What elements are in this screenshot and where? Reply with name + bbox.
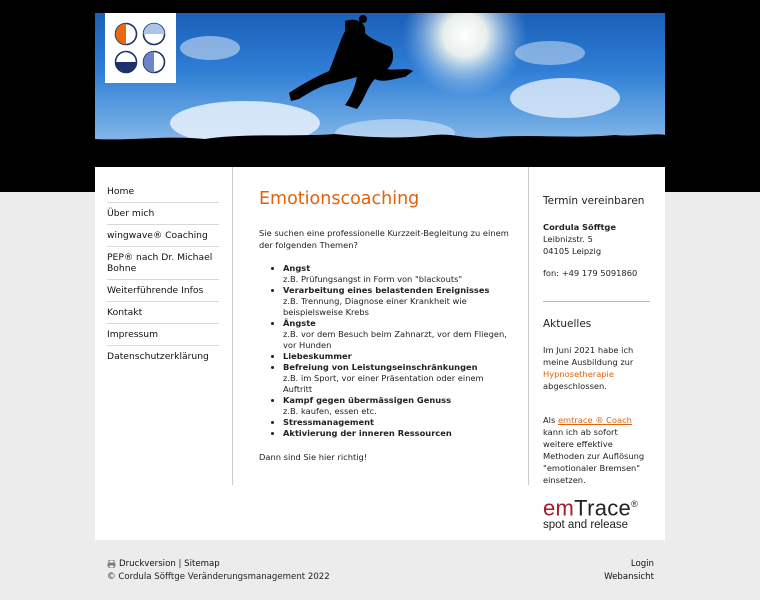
sidebar xyxy=(543,181,650,496)
list-item: • Liebeskummer xyxy=(283,351,509,362)
topic-list xyxy=(259,263,509,439)
footer-separator: | xyxy=(178,559,182,569)
nav-datenschutz[interactable]: Datenschutzerklärung xyxy=(107,351,209,362)
news-item-hypnose: Im Juni 2021 habe ich meine Ausbildung zur Hypnosetherapie abgeschlossen. xyxy=(543,345,634,391)
nav-impressum[interactable]: Impressum xyxy=(107,324,219,346)
nav-kontakt[interactable]: Kontakt xyxy=(107,302,219,324)
login-link[interactable]: Login xyxy=(630,559,654,569)
hypnosetherapie-link[interactable]: Hypnosetherapie xyxy=(543,369,614,379)
nav-wingwave-coaching[interactable]: wingwave® Coaching xyxy=(107,225,219,247)
sitemap-link[interactable]: Sitemap xyxy=(184,559,220,569)
appointment-heading: Termin vereinbaren xyxy=(543,195,645,207)
printer-icon xyxy=(107,560,116,568)
logo[interactable] xyxy=(105,13,176,83)
list-item: • Verarbeitung eines belastenden Ereignisses z.B. Trennung, Diagnose einer Krankheit wie beispielsweise Krebs xyxy=(283,285,509,318)
nav-home[interactable]: Home xyxy=(107,181,219,203)
header-image xyxy=(95,13,665,157)
footer-left xyxy=(107,558,330,583)
web-view-link[interactable]: Webansicht xyxy=(604,571,654,582)
contact-address: Cordula Söfftge Leibnizstr. 5 04105 Leipzig xyxy=(543,222,616,256)
main-navigation xyxy=(107,181,219,367)
copyright: © Cordula Söfftge Veränderungsmanagement 2022 xyxy=(107,571,330,582)
intro-text: Sie suchen eine professionelle Kurzzeit-Begleitung zu einem der folgenden Themen? xyxy=(259,228,509,250)
column-divider xyxy=(232,167,233,485)
news-heading: Aktuelles xyxy=(543,318,592,330)
list-item: • Kampf gegen übermässigen Genuss z.B. kaufen, essen etc. xyxy=(283,395,509,417)
list-item: • Ängste z.B. vor dem Besuch beim Zahnarzt, vor dem Fliegen, vor Hunden xyxy=(283,318,509,351)
closing-text: Dann sind Sie hier richtig! xyxy=(259,452,368,462)
nav-weiterfuehrende-infos[interactable]: Weiterführende Infos xyxy=(107,280,219,302)
nav-pep[interactable]: PEP® nach Dr. Michael Bohne xyxy=(107,247,219,280)
footer-right xyxy=(604,558,654,583)
sidebar-divider xyxy=(543,301,650,302)
column-divider xyxy=(528,167,529,485)
print-version-link[interactable]: Druckversion xyxy=(119,559,176,569)
page-title: Emotionscoaching xyxy=(259,189,420,209)
nav-ueber-mich[interactable]: Über mich xyxy=(107,203,219,225)
list-item: • Befreiung von Leistungseinschränkungen z.B. im Sport, vor einer Präsentation oder einem Auftritt xyxy=(283,362,509,395)
main-content xyxy=(259,181,509,475)
list-item: • Stressmanagement xyxy=(283,417,509,428)
list-item: • Angst z.B. Prüfungsangst in Form von "blackouts" xyxy=(283,263,509,285)
list-item: • Aktivierung der inneren Ressourcen xyxy=(283,428,509,439)
news-item-emtrace: Als emtrace ® Coach kann ich ab sofort weitere effektive Methoden zur Auflösung "emotionaler Bremsen" einsetzen. xyxy=(543,415,645,485)
content-panel xyxy=(95,167,665,540)
contact-phone: fon: +49 179 5091860 xyxy=(543,268,638,278)
emtrace-coach-link[interactable]: emtrace ® Coach xyxy=(557,415,632,425)
emtrace-logo[interactable]: emTrace® spot and release xyxy=(543,495,639,532)
